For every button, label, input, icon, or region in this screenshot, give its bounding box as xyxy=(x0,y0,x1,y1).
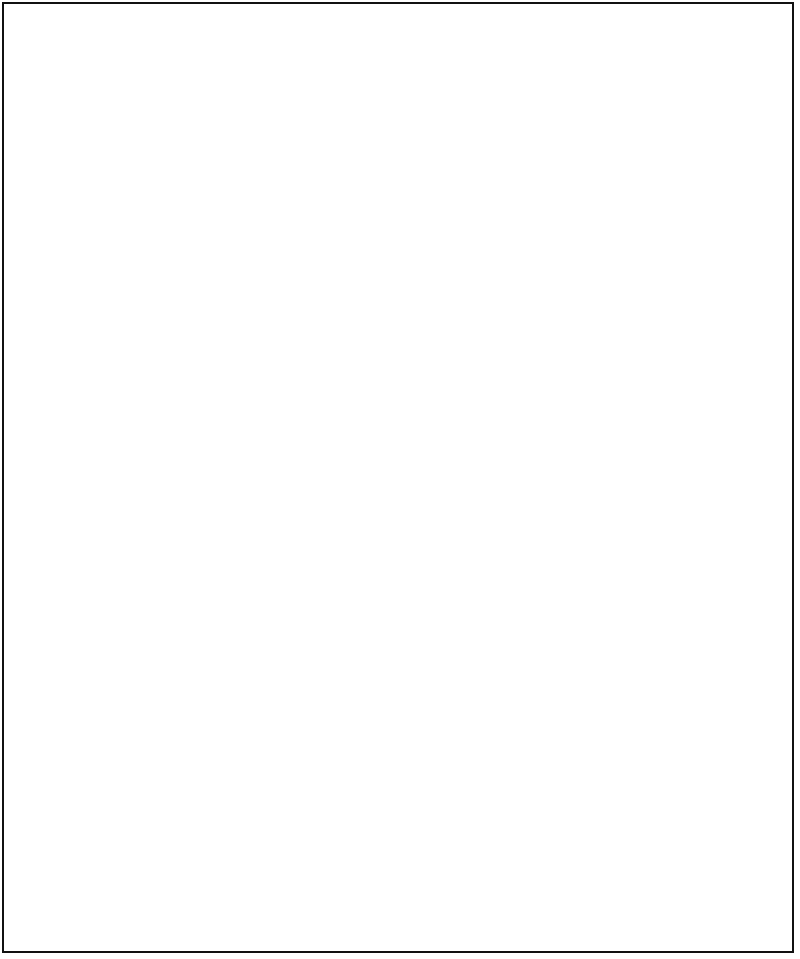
dandelion-flowers-icon xyxy=(550,670,790,950)
dandelion-seeds-icon xyxy=(590,36,780,156)
